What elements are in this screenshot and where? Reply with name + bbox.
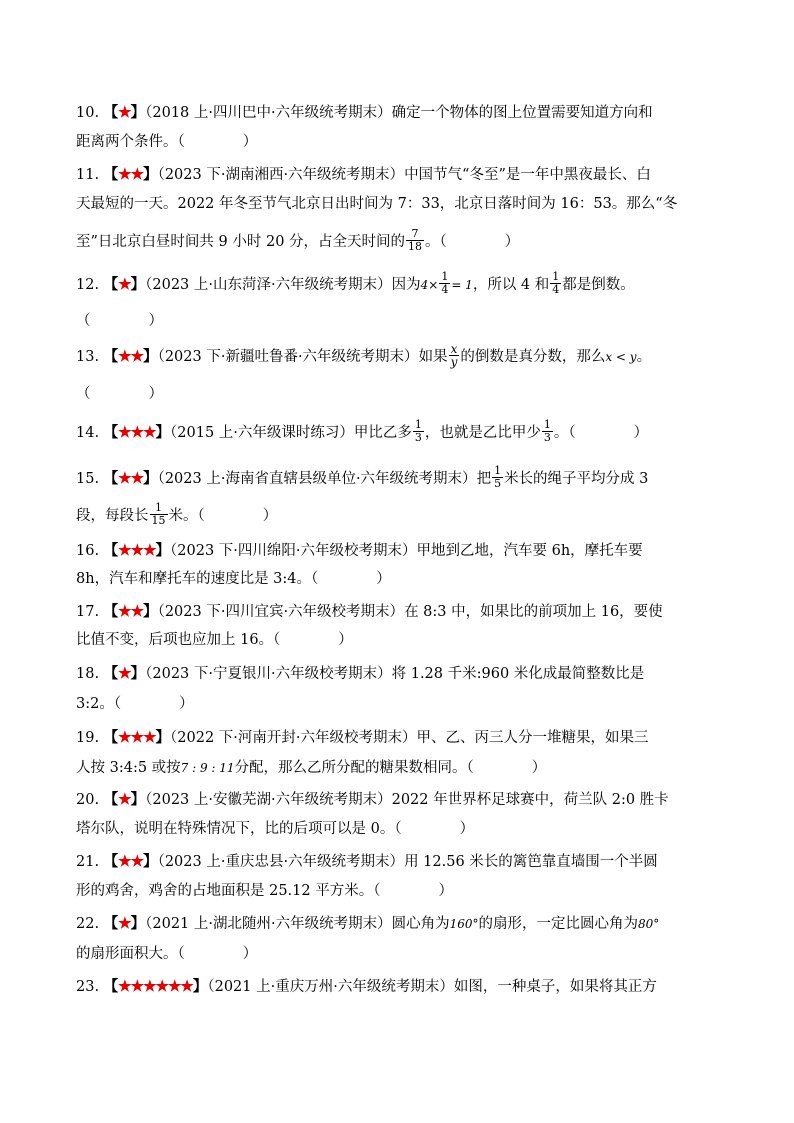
difficulty-bracket: 【★】	[103, 275, 146, 293]
denominator: 15	[151, 513, 166, 527]
question-14	[76, 418, 716, 447]
question-text: 段，每段长	[76, 508, 149, 524]
denominator: 4	[552, 282, 560, 296]
difficulty-bracket: 【★★】	[103, 602, 158, 620]
question-20	[76, 785, 716, 814]
question-19	[76, 723, 716, 752]
difficulty-stars: ★	[118, 275, 131, 293]
question-text: 的扇形面积大。（ ）	[76, 946, 258, 962]
question-text: 人按 3:4:5 或按	[76, 760, 181, 776]
question-text: 8h，汽车和摩托车的速度比是 3:4。（ ）	[76, 571, 391, 587]
difficulty-stars: ★★	[118, 347, 144, 365]
difficulty-stars: ★★★★★★	[118, 977, 193, 995]
question-source: （2023 上·海南省直辖县级单位·六年级统考期末）	[157, 471, 477, 487]
question-source: （2023 上·山东菏泽·六年级统考期末）	[145, 277, 392, 293]
difficulty-bracket: 【★★】	[103, 852, 158, 870]
question-number: 12.	[76, 277, 100, 293]
answer-blank: （ ）	[76, 386, 163, 402]
fraction	[542, 419, 553, 444]
fraction	[449, 343, 460, 368]
question-text: 塔尔队，说明在特殊情况下，比的后项可以是 0。（ ）	[76, 821, 475, 837]
question-text: 至”日北京白昼时间共 9 小时 20 分，占全天时间的	[76, 234, 406, 250]
fraction	[413, 419, 424, 444]
denominator: 4	[441, 282, 449, 296]
question-number: 10.	[76, 105, 100, 121]
question-text: 。（ ）	[553, 425, 649, 441]
math-expression: = 1	[451, 278, 473, 292]
question-16	[76, 536, 716, 565]
question-text: 分配，那么乙所分配的糖果数相同。（ ）	[234, 760, 547, 776]
difficulty-bracket: 【★】	[103, 914, 146, 932]
question-19-line-2	[76, 754, 716, 782]
difficulty-bracket: 【★★★】	[103, 541, 171, 559]
question-source: （2023 下·四川宜宾·六年级校考期末）	[157, 604, 405, 620]
fraction	[406, 228, 424, 253]
difficulty-stars: ★★★	[118, 423, 156, 441]
question-source: （2022 下·河南开封·六年级校考期末）	[170, 730, 417, 746]
numerator: 1	[150, 502, 168, 515]
question-text: 将 1.28 千米:960 米化成最简整数比是	[391, 666, 645, 682]
question-10	[76, 98, 716, 127]
question-11-line-3	[76, 228, 716, 256]
math-expression: x < y	[605, 350, 637, 364]
question-text: 在 8:3 中，如果比的前项加上 16，要使	[404, 604, 663, 620]
difficulty-stars: ★★★	[118, 728, 156, 746]
difficulty-bracket: 【★★★】	[103, 423, 171, 441]
difficulty-stars: ★★★	[118, 541, 156, 559]
question-23	[76, 972, 716, 1001]
difficulty-stars: ★	[118, 103, 131, 121]
denominator: 3	[414, 430, 422, 444]
question-number: 20.	[76, 792, 100, 808]
question-number: 17.	[76, 604, 100, 620]
numerator: 1	[552, 269, 560, 283]
question-text: 确定一个物体的图上位置需要知道方向和	[391, 105, 653, 121]
question-text: 把	[476, 471, 492, 487]
question-text: 的扇形，一定比圆心角为	[478, 916, 639, 932]
question-source: （2023 下·新疆吐鲁番·六年级统考期末）	[157, 349, 419, 365]
math-expression: 7 : 9 : 11	[180, 761, 235, 775]
question-18-line-2	[76, 690, 716, 718]
question-21	[76, 847, 716, 876]
math-expression: 80°	[638, 917, 660, 931]
question-source: （2023 上·安徽芜湖·六年级统考期末）	[145, 792, 392, 808]
math-expression: 160°	[449, 917, 479, 931]
question-number: 21.	[76, 854, 100, 870]
question-number: 11.	[76, 167, 100, 183]
difficulty-stars: ★★	[118, 469, 144, 487]
question-source: （2021 上·重庆万州·六年级统考期末）	[207, 979, 454, 995]
question-source: （2023 下·四川绵阳·六年级校考期末）	[170, 543, 417, 559]
question-12-line-2	[76, 307, 716, 335]
difficulty-stars: ★★	[118, 852, 144, 870]
question-text: 因为	[391, 277, 421, 293]
denominator: 18	[408, 239, 423, 253]
question-number: 22.	[76, 916, 100, 932]
fraction	[492, 465, 503, 490]
question-15-line-2	[76, 502, 716, 530]
fraction	[439, 271, 450, 296]
numerator: 1	[441, 269, 449, 283]
question-number: 23.	[76, 979, 100, 995]
difficulty-stars: ★★	[118, 165, 144, 183]
question-text: 甲、乙、丙三人分一堆糖果，如果三	[416, 730, 649, 746]
question-text: 比值不变，后项也应加上 16。（ ）	[76, 632, 353, 648]
question-text: 都是倒数。	[562, 277, 635, 293]
question-text: 甲比乙多	[353, 425, 412, 441]
question-number: 19.	[76, 730, 100, 746]
difficulty-stars: ★	[118, 914, 131, 932]
question-text: ，也就是乙比甲少	[424, 425, 541, 441]
fraction	[150, 502, 168, 527]
question-17	[76, 597, 716, 626]
math-expression: 4×	[420, 278, 439, 292]
question-13-line-2	[76, 380, 716, 408]
difficulty-bracket: 【★★】	[103, 165, 158, 183]
numerator: 7	[406, 228, 424, 241]
question-source: （2021 上·湖北随州·六年级统考期末）	[145, 916, 392, 932]
question-source: （2023 下·湖南湘西·六年级统考期末）	[157, 167, 405, 183]
question-15	[76, 464, 716, 493]
denominator: 3	[543, 430, 551, 444]
question-21-line-2	[76, 877, 716, 905]
question-13	[76, 342, 716, 371]
denominator: y	[450, 354, 458, 369]
question-22	[76, 909, 716, 938]
question-22-line-2	[76, 940, 716, 968]
question-text: 天最短的一天。2022 年冬至节气北京日出时间为 7：33，北京日落时间为 16：53。那么“冬	[76, 196, 678, 212]
question-source: （2023 下·宁夏银川·六年级校考期末）	[145, 666, 392, 682]
question-text: 形的鸡舍，鸡舍的占地面积是 25.12 平方米。（ ）	[76, 883, 453, 899]
question-12	[76, 270, 716, 299]
question-source: （2018 上·四川巴中·六年级统考期末）	[145, 105, 392, 121]
question-text: 。	[636, 349, 652, 365]
difficulty-stars: ★	[118, 664, 131, 682]
difficulty-bracket: 【★★】	[103, 469, 158, 487]
question-20-line-2	[76, 815, 716, 843]
question-text: 米。（ ）	[168, 508, 278, 524]
question-text: 3:2。（ ）	[76, 696, 194, 712]
difficulty-bracket: 【★★】	[103, 347, 158, 365]
numerator: 1	[543, 417, 551, 431]
question-number: 15.	[76, 471, 100, 487]
question-text: 的倒数是真分数，那么	[460, 349, 606, 365]
question-16-line-2	[76, 565, 716, 593]
question-text: 中国节气“冬至”是一年中黑夜最长、白	[404, 167, 651, 183]
question-text: 米长的绳子平均分成 3	[504, 471, 649, 487]
denominator: 5	[494, 476, 502, 490]
question-text: 如果	[418, 349, 448, 365]
question-number: 13.	[76, 349, 100, 365]
question-number: 16.	[76, 543, 100, 559]
difficulty-bracket: 【★★★★★★】	[103, 977, 208, 995]
difficulty-stars: ★★	[118, 602, 144, 620]
difficulty-bracket: 【★★★】	[103, 728, 171, 746]
numerator: x	[450, 341, 458, 356]
fraction	[550, 271, 561, 296]
question-source: （2015 上·六年级课时练习）	[170, 425, 354, 441]
numerator: 1	[414, 417, 422, 431]
question-11-line-2	[76, 190, 716, 218]
numerator: 1	[494, 463, 502, 477]
question-17-line-2	[76, 626, 716, 654]
question-text: 。（ ）	[425, 234, 520, 250]
question-text: 2022 年世界杯足球赛中，荷兰队 2:0 胜卡	[391, 792, 669, 808]
answer-blank: （ ）	[76, 313, 163, 329]
question-text: 距离两个条件。（ ）	[76, 134, 258, 150]
question-text: 甲地到乙地，汽车要 6h，摩托车要	[416, 543, 643, 559]
question-text: 用 12.56 米长的篱笆靠直墙围一个半圆	[404, 854, 658, 870]
question-text: 如图，一种桌子，如果将其正方	[453, 979, 657, 995]
question-source: （2023 上·重庆忠县·六年级统考期末）	[157, 854, 405, 870]
difficulty-bracket: 【★】	[103, 790, 146, 808]
question-text: 圆心角为	[391, 916, 450, 932]
difficulty-bracket: 【★】	[103, 103, 146, 121]
question-number: 18.	[76, 666, 100, 682]
question-11	[76, 160, 716, 189]
question-number: 14.	[76, 425, 100, 441]
question-18	[76, 659, 716, 688]
difficulty-bracket: 【★】	[103, 664, 146, 682]
question-text: ，所以 4 和	[472, 277, 550, 293]
difficulty-stars: ★	[118, 790, 131, 808]
question-10-line-2	[76, 128, 716, 156]
